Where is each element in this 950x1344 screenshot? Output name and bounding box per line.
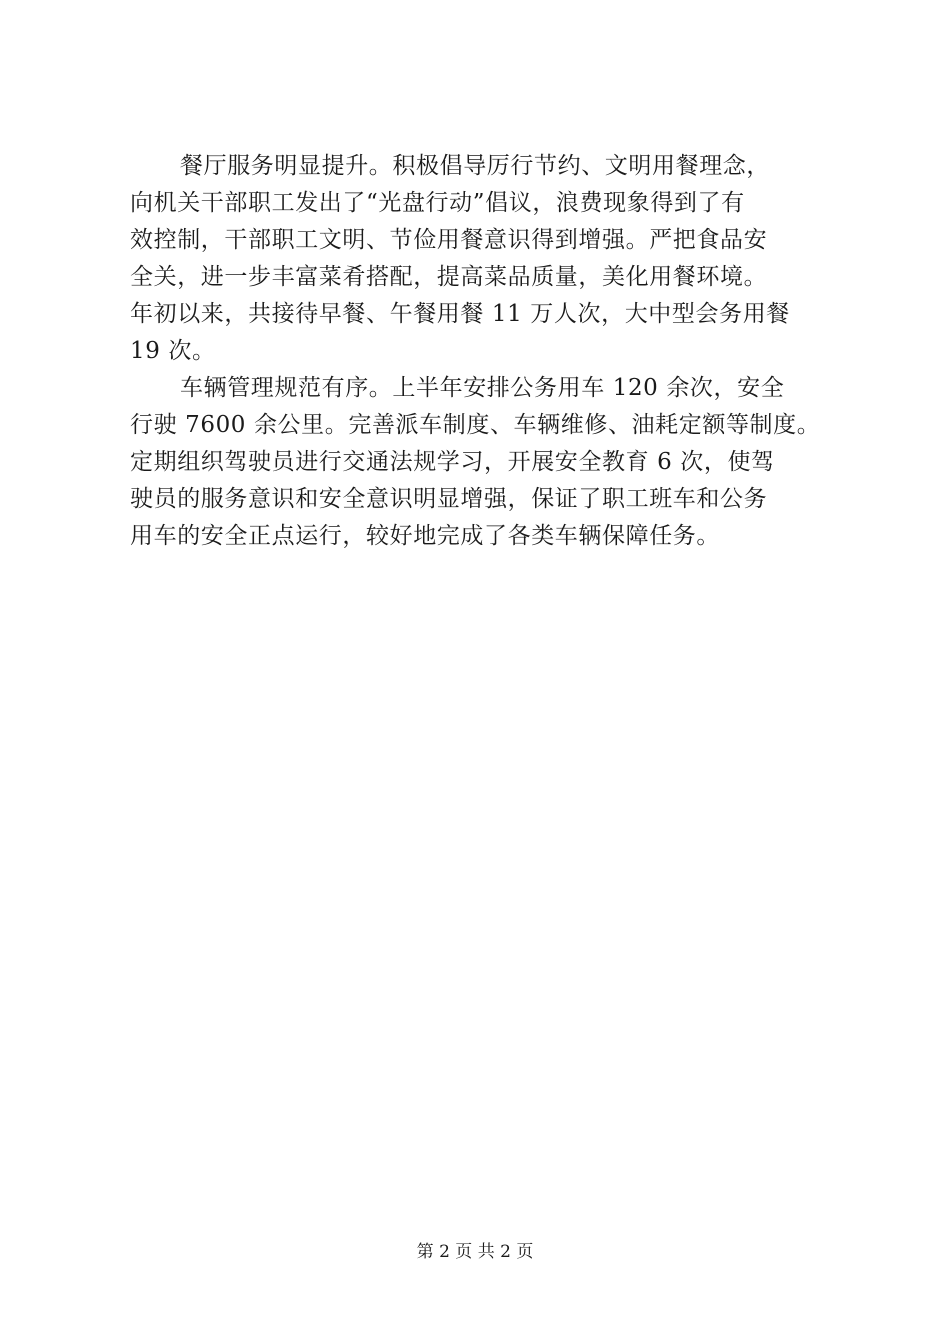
text-line: 效控制，干部职工文明、节俭用餐意识得到增强。严把食品安 [130, 227, 768, 253]
text-line: 向机关干部职工发出了“光盘行动”倡议，浪费现象得到了有 [130, 190, 745, 216]
text-line: 用车的安全正点运行，较好地完成了各类车辆保障任务。 [130, 523, 720, 549]
page-number-footer: 第 2 页 共 2 页 [416, 1242, 534, 1262]
text-line: 19 次。 [130, 338, 216, 364]
paragraph-dining [130, 148, 830, 370]
text-line: 餐厅服务明显提升。积极倡导厉行节约、文明用餐理念， [180, 153, 770, 179]
text-line: 年初以来，共接待早餐、午餐用餐 11 万人次，大中型会务用餐 [130, 301, 790, 327]
paragraph-vehicles [130, 370, 830, 555]
document-body [130, 148, 830, 555]
text-line: 行驶 7600 余公里。完善派车制度、车辆维修、油耗定额等制度。 [130, 412, 821, 438]
text-line: 全关，进一步丰富菜肴搭配，提高菜品质量，美化用餐环境。 [130, 264, 768, 290]
text-line: 驶员的服务意识和安全意识明显增强，保证了职工班车和公务 [130, 486, 768, 512]
text-line: 车辆管理规范有序。上半年安排公务用车 120 余次，安全 [180, 375, 785, 401]
text-line: 定期组织驾驶员进行交通法规学习，开展安全教育 6 次，使驾 [130, 449, 775, 475]
